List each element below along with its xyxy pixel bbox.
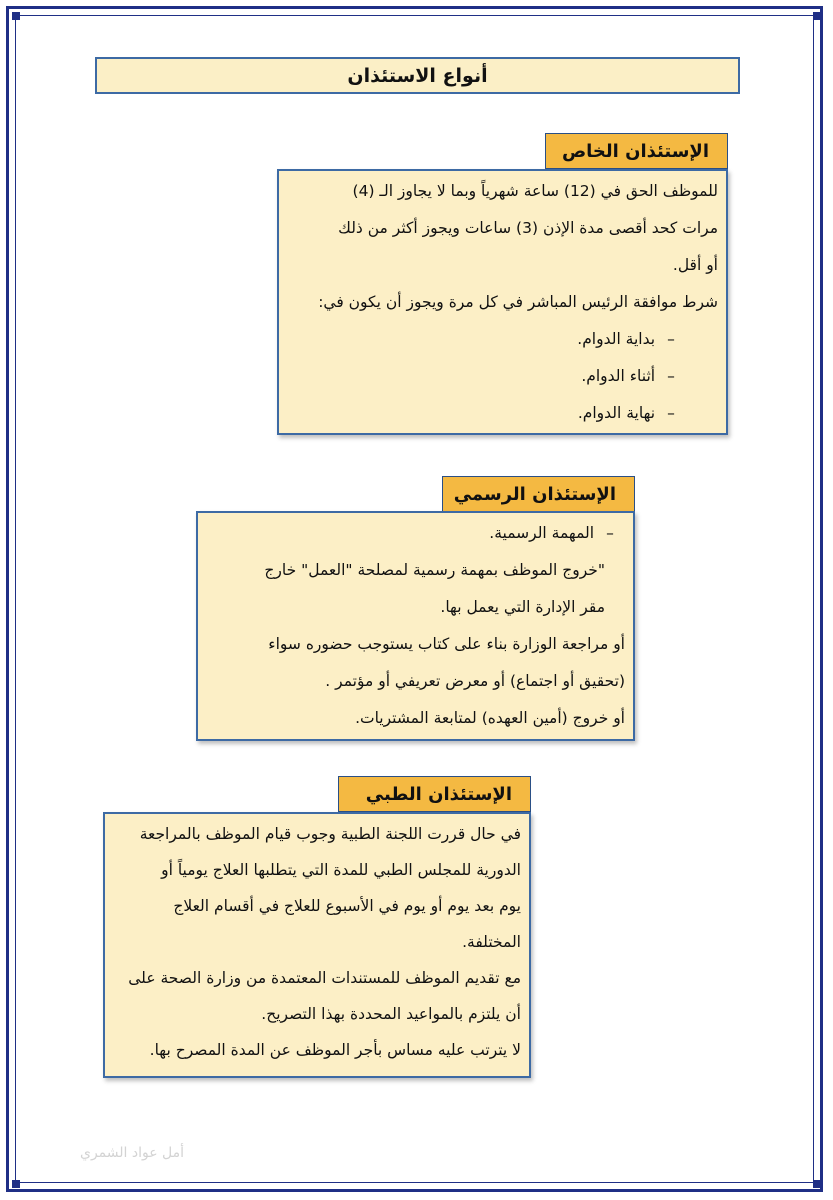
page-title <box>95 57 740 94</box>
bullet-text: المهمة الرسمية. <box>489 524 595 542</box>
section-box-medical <box>103 812 531 1078</box>
frame-corner <box>813 1180 821 1188</box>
frame-corner <box>813 12 821 20</box>
bullet-item: – بداية الدوام. <box>577 330 675 348</box>
section-heading-official <box>442 476 635 512</box>
frame-corner <box>12 12 20 20</box>
text-line: في حال قررت اللجنة الطبية وجوب قيام الموظف بالمراجعة <box>139 825 521 843</box>
frame-corner <box>12 1180 20 1188</box>
text-line: الدورية للمجلس الطبي للمدة التي يتطلبها العلاج يومياً أو <box>161 861 521 879</box>
text-line: للموظف الحق في (12) ساعة شهرياً وبما لا يجاوز الـ (4) <box>352 182 718 200</box>
text-line: شرط موافقة الرئيس المباشر في كل مرة ويجوز أن يكون في: <box>318 293 718 311</box>
text-line: يوم بعد يوم أو يوم في الأسبوع للعلاج في أقسام العلاج <box>173 897 521 915</box>
bullet-text: أثناء الدوام. <box>581 367 656 385</box>
text-line: المختلفة. <box>462 933 521 951</box>
text-line: أو أقل. <box>672 256 718 274</box>
section-box-official <box>196 511 635 741</box>
section-heading-text: الإستئذان الخاص <box>561 140 709 162</box>
bullet-item: – المهمة الرسمية. <box>489 524 614 542</box>
text-line: أن يلتزم بالمواعيد المحددة بهذا التصريح. <box>261 1005 521 1023</box>
section-heading-text: الإستئذان الرسمي <box>453 483 616 505</box>
bullet-item: – نهاية الدوام. <box>577 404 675 422</box>
watermark: أمل عواد الشمري <box>80 1145 185 1161</box>
bullet-text: بداية الدوام. <box>577 330 656 348</box>
text-line: أو خروج (أمين العهده) لمتابعة المشتريات. <box>355 709 625 727</box>
section-box-special <box>277 169 728 435</box>
text-line: مع تقديم الموظف للمستندات المعتمدة من وزارة الصحة على <box>128 969 521 987</box>
page-title-text: أنواع الاستئذان <box>347 64 488 87</box>
text-line: "خروج الموظف بمهمة رسمية لمصلحة "العمل" خارج <box>264 561 605 579</box>
text-line: أو مراجعة الوزارة بناء على كتاب يستوجب حضوره سواء <box>268 635 625 653</box>
text-line: لا يترتب عليه مساس بأجر الموظف عن المدة المصرح بها. <box>149 1041 521 1059</box>
section-heading-medical <box>338 776 531 812</box>
text-line: مرات كحد أقصى مدة الإذن (3) ساعات ويجوز أكثر من ذلك <box>338 219 718 237</box>
bullet-text: نهاية الدوام. <box>577 404 656 422</box>
text-line: (تحقيق أو اجتماع) أو معرض تعريفي أو مؤتمر . <box>325 672 625 690</box>
section-heading-special <box>545 133 728 169</box>
text-line: مقر الإدارة التي يعمل بها. <box>440 598 605 616</box>
bullet-item: – أثناء الدوام. <box>581 367 675 385</box>
section-heading-text: الإستئذان الطبي <box>365 783 512 805</box>
